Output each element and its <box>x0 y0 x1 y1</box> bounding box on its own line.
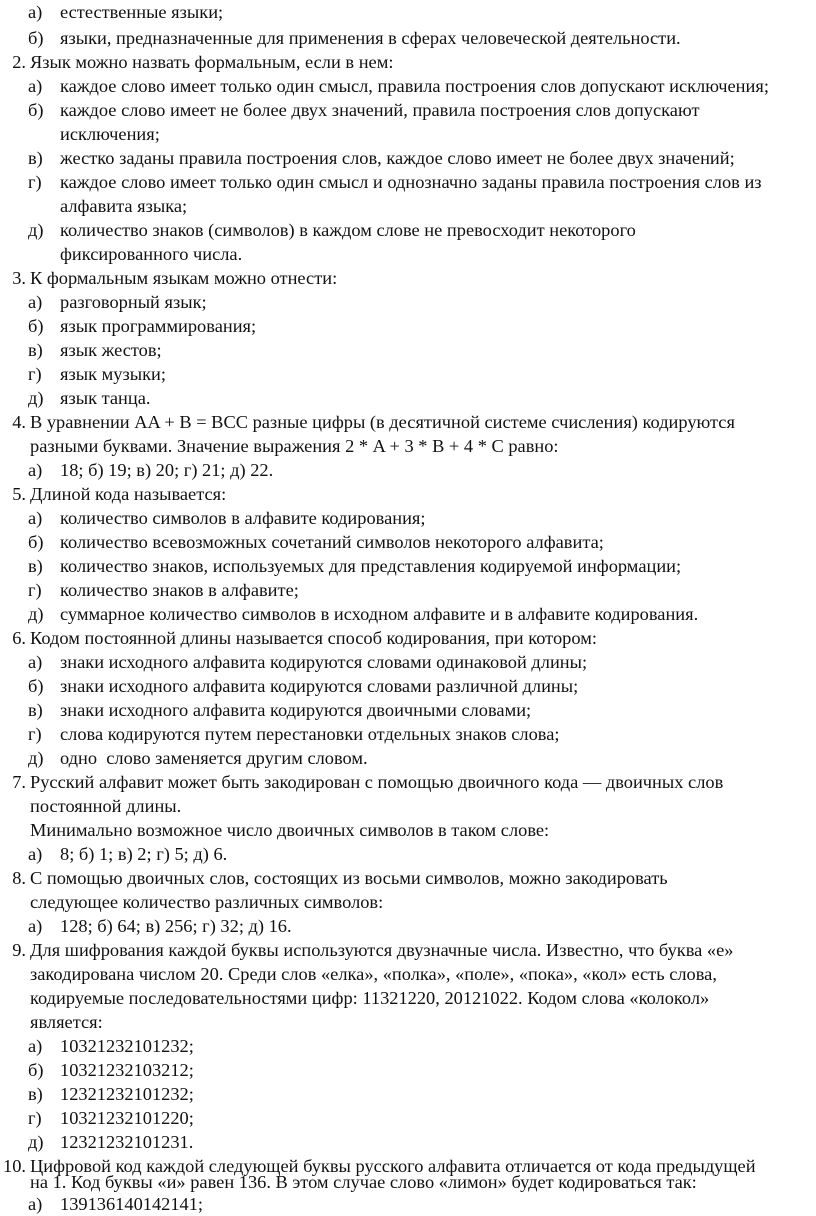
option-label: а) <box>28 508 43 528</box>
option-label: д) <box>28 388 44 408</box>
answers-text: 128; б) 64; в) 256; г) 32; д) 16. <box>60 916 292 936</box>
option-text: 10321232101232; <box>60 1036 194 1056</box>
question-number: 3. <box>12 268 26 288</box>
question-number: 8. <box>12 868 26 888</box>
question-text: кодируемые последовательностями цифр: 11321220, 20121022. Кодом слова «колокол» <box>30 988 710 1008</box>
question-text: Длиной кода называется: <box>30 484 227 504</box>
question-number: 7. <box>12 772 26 792</box>
question-text: Минимально возможное число двоичных символов в таком слове: <box>30 820 550 840</box>
option-text: количество всевозможных сочетаний символов некоторого алфавита; <box>60 532 604 552</box>
question-number: 9. <box>12 940 26 960</box>
option-text: каждое слово имеет только один смысл, правила построения слов допускают исключения; <box>60 76 769 96</box>
option-text: жестко заданы правила построения слов, каждое слово имеет не более двух значений; <box>60 148 735 168</box>
option-label: б) <box>28 316 44 336</box>
option-label: а) <box>28 76 43 96</box>
option-label: б) <box>28 28 44 48</box>
answers-text: 8; б) 1; в) 2; г) 5; д) 6. <box>60 844 228 864</box>
option-label: г) <box>28 580 42 600</box>
option-label: в) <box>28 1084 43 1104</box>
question-text: Для шифрования каждой буквы используются двузначные числа. Известно, что буква «е» <box>30 940 734 960</box>
option-label: д) <box>28 220 44 240</box>
question-number: 6. <box>12 628 26 648</box>
option-label: в) <box>28 700 43 720</box>
option-text: язык жестов; <box>60 340 162 360</box>
option-label: в) <box>28 340 43 360</box>
option-label: а) <box>28 652 43 672</box>
option-text: 139136140142141; <box>60 1194 204 1214</box>
option-text: 12321232101231. <box>60 1132 194 1152</box>
question-text: является: <box>30 1012 103 1032</box>
question-number: 4. <box>12 412 26 432</box>
option-text: количество знаков (символов) в каждом слове не превосходит некоторого <box>60 220 636 240</box>
option-label: д) <box>28 748 44 768</box>
option-label: г) <box>28 172 42 192</box>
option-text: количество знаков в алфавите; <box>60 580 299 600</box>
option-label: б) <box>28 676 44 696</box>
option-label: д) <box>28 604 44 624</box>
question-number: 5. <box>12 484 26 504</box>
option-label: г) <box>28 364 42 384</box>
option-text: исключения; <box>60 124 160 144</box>
question-text: Язык можно назвать формальным, если в нем: <box>30 52 394 72</box>
option-text: 10321232101220; <box>60 1108 194 1128</box>
option-label: а) <box>28 2 43 22</box>
option-label: а) <box>28 1036 43 1056</box>
question-text: Цифровой код каждой следующей буквы русского алфавита отличается от кода предыдущей <box>30 1156 756 1176</box>
option-text: знаки исходного алфавита кодируются двоичными словами; <box>60 700 532 720</box>
option-text: язык танца. <box>60 388 151 408</box>
question-text: на 1. Код буквы «и» равен 136. В этом случае слово «лимон» будет кодироваться так: <box>30 1172 697 1192</box>
option-text: язык программирования; <box>60 316 257 336</box>
option-text: количество знаков, используемых для представления кодируемой информации; <box>60 556 682 576</box>
answers-text: 18; б) 19; в) 20; г) 21; д) 22. <box>60 460 274 480</box>
option-text: язык музыки; <box>60 364 166 384</box>
option-label: а) <box>28 292 43 312</box>
option-label: г) <box>28 1108 42 1128</box>
question-text: разными буквами. Значение выражения 2 * A + 3 * B + 4 * C равно: <box>30 436 559 456</box>
option-text: суммарное количество символов в исходном алфавите и в алфавите кодирования. <box>60 604 699 624</box>
option-label: а) <box>28 460 43 480</box>
option-label: б) <box>28 532 44 552</box>
question-text: Русский алфавит может быть закодирован с помощью двоичного кода — двоичных слов <box>30 772 724 792</box>
option-text: знаки исходного алфавита кодируются словами различной длины; <box>60 676 579 696</box>
option-text: 12321232101232; <box>60 1084 194 1104</box>
option-label: в) <box>28 556 43 576</box>
option-text: алфавита языка; <box>60 196 188 216</box>
option-text: количество символов в алфавите кодирования; <box>60 508 426 528</box>
question-text: постоянной длины. <box>30 796 182 816</box>
question-text: Кодом постоянной длины называется способ кодирования, при котором: <box>30 628 597 648</box>
option-text: одно слово заменяется другим словом. <box>60 748 368 768</box>
option-text: слова кодируются путем перестановки отдельных знаков слова; <box>60 724 560 744</box>
question-number: 2. <box>12 52 26 72</box>
question-text: закодирована числом 20. Среди слов «елка», «полка», «поле», «пока», «кол» есть слова, <box>30 964 717 984</box>
option-label: а) <box>28 916 43 936</box>
question-text: В уравнении AA + B = BCC разные цифры (в десятичной системе счисления) кодируются <box>30 412 735 432</box>
option-text: разговорный язык; <box>60 292 207 312</box>
option-label: д) <box>28 1132 44 1152</box>
option-label: а) <box>28 844 43 864</box>
question-text: К формальным языкам можно отнести: <box>30 268 338 288</box>
option-text: каждое слово имеет только один смысл и однозначно заданы правила построения слов из <box>60 172 762 192</box>
option-text: каждое слово имеет не более двух значений, правила построения слов допускают <box>60 100 700 120</box>
option-text: фиксированного числа. <box>60 244 243 264</box>
option-label: а) <box>28 1194 43 1214</box>
option-text: знаки исходного алфавита кодируются словами одинаковой длины; <box>60 652 588 672</box>
option-label: г) <box>28 724 42 744</box>
question-number: 10. <box>3 1156 26 1176</box>
question-text: следующее количество различных символов: <box>30 892 384 912</box>
option-text: 10321232103212; <box>60 1060 194 1080</box>
question-text: С помощью двоичных слов, состоящих из восьми символов, можно закодировать <box>30 868 668 888</box>
option-text: языки, предназначенные для применения в сферах человеческой деятельности. <box>60 28 681 48</box>
option-label: в) <box>28 148 43 168</box>
option-label: б) <box>28 1060 44 1080</box>
option-label: б) <box>28 100 44 120</box>
option-text: естественные языки; <box>60 2 224 22</box>
